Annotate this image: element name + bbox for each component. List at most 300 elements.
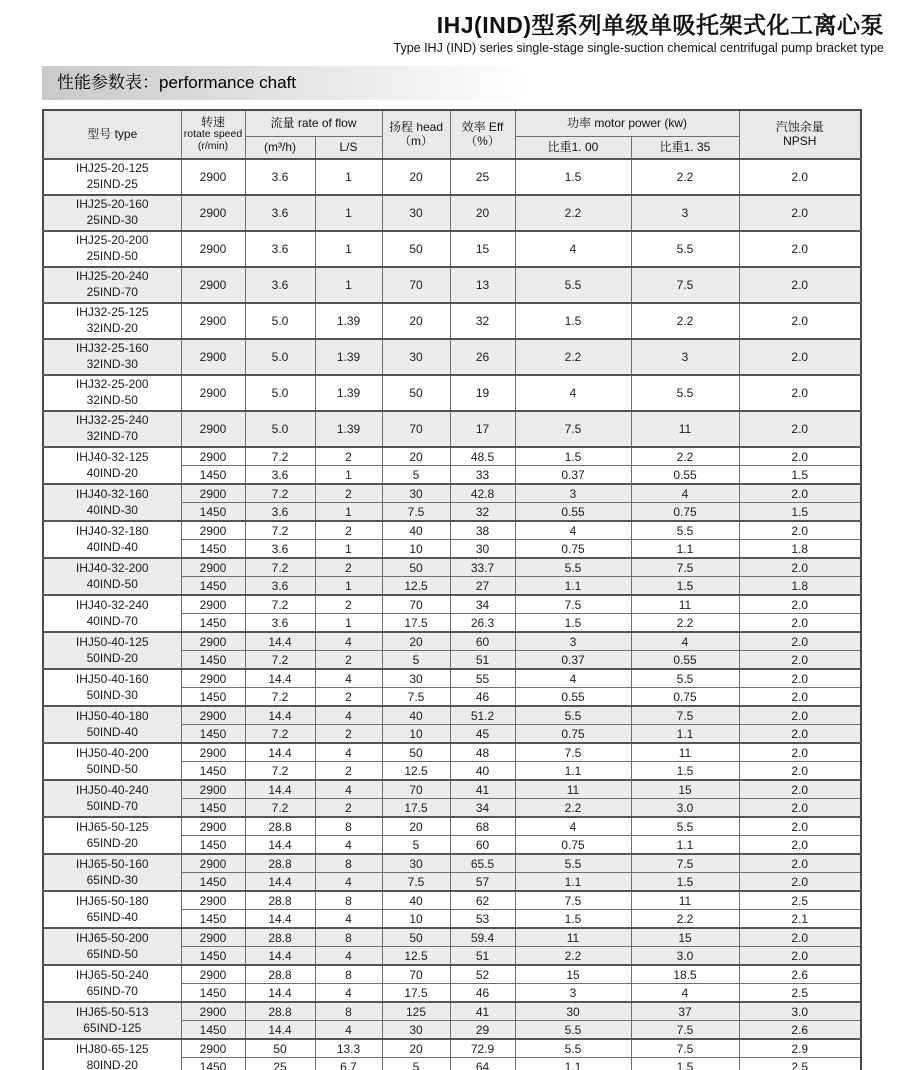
cell-p135: 3 — [631, 339, 739, 375]
model-line-type: IHJ25-20-240 — [75, 269, 149, 284]
cell-flow_m3h: 50 — [245, 1039, 315, 1058]
cell-p100: 5.5 — [515, 854, 631, 873]
cell-speed: 2900 — [181, 891, 245, 910]
cell-flow_m3h: 7.2 — [245, 595, 315, 614]
table-row — [43, 267, 861, 303]
table-row — [43, 817, 861, 836]
cell-flow_ls: 8 — [315, 1002, 382, 1021]
cell-speed: 1450 — [181, 799, 245, 818]
cell-npsh: 2.5 — [739, 984, 861, 1003]
cell-npsh: 2.0 — [739, 411, 861, 447]
col-header-flow-m3h: (m³/h) — [245, 137, 315, 160]
cell-p100: 5.5 — [515, 706, 631, 725]
cell-flow_ls: 8 — [315, 817, 382, 836]
cell-npsh: 2.0 — [739, 669, 861, 688]
col-header-eff — [450, 110, 515, 159]
cell-p100: 4 — [515, 231, 631, 267]
cell-eff: 51 — [450, 947, 515, 966]
speed-header-line-unit: (r/min) — [197, 140, 229, 153]
cell-speed: 1450 — [181, 762, 245, 781]
cell-flow_ls: 2 — [315, 595, 382, 614]
model-line-type: IHJ25-20-160 — [75, 197, 149, 212]
cell-flow_m3h: 7.2 — [245, 688, 315, 707]
cell-flow_m3h: 14.4 — [245, 743, 315, 762]
cell-p100: 0.55 — [515, 688, 631, 707]
model-cell — [43, 965, 181, 1002]
table-row — [43, 558, 861, 577]
table-row — [43, 447, 861, 466]
cell-p135: 3.0 — [631, 799, 739, 818]
cell-npsh: 1.5 — [739, 466, 861, 485]
cell-p135: 37 — [631, 1002, 739, 1021]
model-line-type: IHJ50-40-240 — [75, 782, 149, 797]
eff-header-unit: （%） — [465, 133, 500, 148]
model-line-type: IHJ32-25-200 — [75, 377, 149, 392]
cell-eff: 65.5 — [450, 854, 515, 873]
col-header-npsh — [739, 110, 861, 159]
cell-flow_m3h: 3.6 — [245, 159, 315, 195]
cell-npsh: 2.0 — [739, 375, 861, 411]
cell-head: 10 — [382, 725, 450, 744]
section-label: 性能参数表：performance chaft — [42, 66, 534, 100]
col-header-flow-ls: L/S — [315, 137, 382, 160]
cell-eff: 55 — [450, 669, 515, 688]
table-row — [43, 669, 861, 688]
cell-p135: 1.1 — [631, 725, 739, 744]
cell-flow_ls: 6.7 — [315, 1058, 382, 1070]
model-cell — [43, 817, 181, 854]
cell-flow_m3h: 28.8 — [245, 965, 315, 984]
cell-speed: 1450 — [181, 1021, 245, 1040]
cell-npsh: 2.0 — [739, 947, 861, 966]
cell-eff: 41 — [450, 1002, 515, 1021]
cell-speed: 1450 — [181, 725, 245, 744]
cell-flow_m3h: 5.0 — [245, 411, 315, 447]
cell-speed: 1450 — [181, 503, 245, 522]
cell-flow_ls: 4 — [315, 632, 382, 651]
cell-npsh: 2.0 — [739, 195, 861, 231]
cell-head: 70 — [382, 267, 450, 303]
cell-npsh: 2.0 — [739, 817, 861, 836]
cell-flow_ls: 4 — [315, 743, 382, 762]
cell-p135: 1.1 — [631, 836, 739, 855]
model-line-type: IHJ32-25-125 — [75, 305, 149, 320]
cell-p100: 3 — [515, 484, 631, 503]
model-cell — [43, 1039, 181, 1070]
cell-npsh: 2.0 — [739, 762, 861, 781]
cell-flow_m3h: 14.4 — [245, 1021, 315, 1040]
model-line-type: IHJ25-20-200 — [75, 233, 149, 248]
cell-npsh: 2.0 — [739, 447, 861, 466]
model-cell — [43, 303, 181, 339]
cell-speed: 1450 — [181, 984, 245, 1003]
cell-npsh: 2.0 — [739, 780, 861, 799]
cell-npsh: 2.9 — [739, 1039, 861, 1058]
cell-p100: 4 — [515, 521, 631, 540]
cell-p135: 4 — [631, 984, 739, 1003]
cell-flow_ls: 2 — [315, 558, 382, 577]
cell-flow_ls: 1.39 — [315, 339, 382, 375]
cell-flow_ls: 2 — [315, 651, 382, 670]
table-row — [43, 743, 861, 762]
cell-flow_ls: 2 — [315, 484, 382, 503]
cell-flow_ls: 2 — [315, 762, 382, 781]
cell-p100: 4 — [515, 375, 631, 411]
cell-eff: 13 — [450, 267, 515, 303]
table-row — [43, 303, 861, 339]
model-cell — [43, 195, 181, 231]
cell-p100: 1.5 — [515, 303, 631, 339]
cell-npsh: 2.0 — [739, 303, 861, 339]
model-line-alt: 50IND-50 — [86, 761, 138, 776]
model-line-alt: 40IND-40 — [86, 539, 138, 554]
cell-npsh: 2.0 — [739, 614, 861, 633]
cell-p100: 1.5 — [515, 910, 631, 929]
cell-flow_ls: 1.39 — [315, 303, 382, 339]
cell-eff: 40 — [450, 762, 515, 781]
cell-npsh: 2.1 — [739, 910, 861, 929]
cell-p135: 2.2 — [631, 614, 739, 633]
cell-p135: 5.5 — [631, 669, 739, 688]
cell-p135: 15 — [631, 780, 739, 799]
cell-flow_ls: 1 — [315, 540, 382, 559]
col-header-power-group: 功率 motor power (kw) — [515, 110, 739, 137]
model-line-alt: 32IND-30 — [86, 357, 138, 371]
cell-head: 20 — [382, 159, 450, 195]
cell-flow_ls: 8 — [315, 891, 382, 910]
cell-npsh: 2.0 — [739, 595, 861, 614]
model-line-alt: 40IND-70 — [86, 613, 138, 628]
cell-head: 5 — [382, 466, 450, 485]
cell-flow_ls: 1 — [315, 267, 382, 303]
model-cell — [43, 780, 181, 817]
cell-eff: 34 — [450, 595, 515, 614]
cell-eff: 20 — [450, 195, 515, 231]
cell-eff: 46 — [450, 984, 515, 1003]
cell-eff: 52 — [450, 965, 515, 984]
cell-head: 40 — [382, 521, 450, 540]
cell-flow_ls: 4 — [315, 910, 382, 929]
cell-npsh: 2.0 — [739, 836, 861, 855]
table-body — [43, 159, 861, 1070]
cell-eff: 51 — [450, 651, 515, 670]
model-line-type: IHJ50-40-200 — [75, 745, 149, 760]
cell-p135: 11 — [631, 891, 739, 910]
model-line-type: IHJ50-40-125 — [75, 634, 149, 649]
cell-p135: 0.75 — [631, 503, 739, 522]
cell-p135: 7.5 — [631, 267, 739, 303]
model-line-alt: 25IND-50 — [86, 249, 138, 263]
cell-p100: 1.1 — [515, 1058, 631, 1070]
cell-npsh: 2.0 — [739, 688, 861, 707]
cell-npsh: 2.6 — [739, 1021, 861, 1040]
cell-head: 30 — [382, 339, 450, 375]
cell-head: 125 — [382, 1002, 450, 1021]
model-cell — [43, 928, 181, 965]
cell-p100: 4 — [515, 669, 631, 688]
cell-npsh: 2.0 — [739, 873, 861, 892]
cell-flow_m3h: 28.8 — [245, 817, 315, 836]
table-row — [43, 1002, 861, 1021]
cell-p100: 5.5 — [515, 558, 631, 577]
cell-p100: 11 — [515, 928, 631, 947]
cell-eff: 30 — [450, 540, 515, 559]
cell-eff: 38 — [450, 521, 515, 540]
cell-p135: 3.0 — [631, 947, 739, 966]
cell-p135: 2.2 — [631, 447, 739, 466]
cell-p100: 0.75 — [515, 836, 631, 855]
cell-p135: 7.5 — [631, 854, 739, 873]
cell-p135: 2.2 — [631, 303, 739, 339]
cell-p135: 1.5 — [631, 762, 739, 781]
model-line-alt: 50IND-20 — [86, 650, 138, 665]
table-header — [43, 110, 861, 159]
cell-eff: 62 — [450, 891, 515, 910]
cell-p135: 5.5 — [631, 375, 739, 411]
cell-flow_ls: 1 — [315, 159, 382, 195]
cell-p100: 5.5 — [515, 1021, 631, 1040]
cell-p100: 5.5 — [515, 1039, 631, 1058]
cell-npsh: 2.0 — [739, 928, 861, 947]
table-row — [43, 706, 861, 725]
cell-flow_ls: 4 — [315, 1021, 382, 1040]
cell-flow_ls: 8 — [315, 854, 382, 873]
cell-speed: 2900 — [181, 267, 245, 303]
cell-flow_ls: 4 — [315, 780, 382, 799]
table-row — [43, 928, 861, 947]
cell-p135: 7.5 — [631, 706, 739, 725]
model-line-type: IHJ65-50-160 — [75, 856, 149, 871]
cell-speed: 2900 — [181, 521, 245, 540]
cell-speed: 2900 — [181, 706, 245, 725]
model-line-alt: 65IND-30 — [86, 872, 138, 887]
cell-npsh: 2.0 — [739, 725, 861, 744]
cell-p100: 2.2 — [515, 947, 631, 966]
cell-speed: 1450 — [181, 910, 245, 929]
cell-p100: 0.37 — [515, 466, 631, 485]
cell-speed: 2900 — [181, 632, 245, 651]
page-title: IHJ(IND)型系列单级单吸托架式化工离心泵 — [436, 12, 884, 38]
cell-eff: 33 — [450, 466, 515, 485]
cell-flow_m3h: 3.6 — [245, 577, 315, 596]
cell-speed: 2900 — [181, 558, 245, 577]
cell-p135: 7.5 — [631, 1039, 739, 1058]
cell-p100: 1.1 — [515, 577, 631, 596]
model-cell — [43, 159, 181, 195]
cell-speed: 1450 — [181, 873, 245, 892]
cell-p135: 11 — [631, 411, 739, 447]
cell-flow_ls: 8 — [315, 928, 382, 947]
cell-flow_m3h: 14.4 — [245, 910, 315, 929]
cell-speed: 1450 — [181, 466, 245, 485]
cell-head: 7.5 — [382, 688, 450, 707]
cell-eff: 17 — [450, 411, 515, 447]
model-line-type: IHJ65-50-180 — [75, 893, 149, 908]
cell-npsh: 2.0 — [739, 558, 861, 577]
cell-flow_m3h: 14.4 — [245, 706, 315, 725]
model-cell — [43, 1002, 181, 1039]
eff-header-line: 效率 Eff — [461, 120, 504, 135]
cell-p100: 1.1 — [515, 762, 631, 781]
cell-p100: 1.5 — [515, 447, 631, 466]
cell-eff: 53 — [450, 910, 515, 929]
model-line-type: IHJ25-20-125 — [75, 161, 149, 176]
cell-flow_m3h: 14.4 — [245, 984, 315, 1003]
cell-head: 50 — [382, 558, 450, 577]
cell-flow_m3h: 14.4 — [245, 836, 315, 855]
cell-eff: 48.5 — [450, 447, 515, 466]
cell-speed: 1450 — [181, 614, 245, 633]
cell-p100: 15 — [515, 965, 631, 984]
model-cell — [43, 447, 181, 484]
cell-flow_ls: 4 — [315, 836, 382, 855]
head-header-line: 扬程 head — [388, 120, 444, 135]
cell-flow_ls: 1 — [315, 503, 382, 522]
cell-flow_ls: 4 — [315, 669, 382, 688]
cell-flow_m3h: 28.8 — [245, 1002, 315, 1021]
cell-eff: 68 — [450, 817, 515, 836]
cell-p135: 1.5 — [631, 873, 739, 892]
cell-head: 70 — [382, 411, 450, 447]
cell-head: 20 — [382, 632, 450, 651]
cell-p135: 1.5 — [631, 577, 739, 596]
cell-speed: 2900 — [181, 1039, 245, 1058]
cell-flow_ls: 1 — [315, 466, 382, 485]
model-cell — [43, 484, 181, 521]
cell-head: 30 — [382, 669, 450, 688]
model-line-alt: 40IND-30 — [86, 502, 138, 517]
cell-speed: 1450 — [181, 836, 245, 855]
cell-flow_ls: 2 — [315, 799, 382, 818]
model-line-alt: 50IND-70 — [86, 798, 138, 813]
cell-eff: 60 — [450, 836, 515, 855]
cell-npsh: 1.8 — [739, 577, 861, 596]
cell-head: 5 — [382, 836, 450, 855]
cell-p135: 2.2 — [631, 910, 739, 929]
cell-speed: 2900 — [181, 854, 245, 873]
cell-head: 70 — [382, 780, 450, 799]
col-header-head — [382, 110, 450, 159]
cell-p100: 11 — [515, 780, 631, 799]
cell-flow_m3h: 7.2 — [245, 447, 315, 466]
cell-p135: 0.75 — [631, 688, 739, 707]
model-cell — [43, 854, 181, 891]
model-line-alt: 65IND-40 — [86, 909, 138, 924]
cell-head: 10 — [382, 540, 450, 559]
cell-speed: 1450 — [181, 577, 245, 596]
cell-npsh: 2.6 — [739, 965, 861, 984]
table-row — [43, 891, 861, 910]
model-cell — [43, 267, 181, 303]
model-line-type: IHJ40-32-125 — [75, 449, 149, 464]
col-header-speed — [181, 110, 245, 159]
cell-npsh: 2.0 — [739, 267, 861, 303]
cell-eff: 48 — [450, 743, 515, 762]
cell-speed: 2900 — [181, 817, 245, 836]
model-line-type: IHJ50-40-160 — [75, 671, 149, 686]
model-line-alt: 32IND-70 — [86, 429, 138, 443]
table-row — [43, 632, 861, 651]
cell-head: 7.5 — [382, 873, 450, 892]
cell-npsh: 1.8 — [739, 540, 861, 559]
cell-npsh: 2.0 — [739, 521, 861, 540]
cell-flow_m3h: 7.2 — [245, 651, 315, 670]
cell-eff: 26 — [450, 339, 515, 375]
cell-eff: 15 — [450, 231, 515, 267]
cell-p135: 3 — [631, 195, 739, 231]
cell-head: 20 — [382, 1039, 450, 1058]
cell-flow_m3h: 14.4 — [245, 669, 315, 688]
cell-flow_m3h: 28.8 — [245, 854, 315, 873]
cell-speed: 1450 — [181, 688, 245, 707]
cell-p135: 0.55 — [631, 651, 739, 670]
model-cell — [43, 558, 181, 595]
model-cell — [43, 669, 181, 706]
model-line-alt: 50IND-40 — [86, 724, 138, 739]
cell-head: 20 — [382, 817, 450, 836]
cell-npsh: 2.0 — [739, 339, 861, 375]
cell-p100: 0.55 — [515, 503, 631, 522]
model-line-alt: 25IND-30 — [86, 213, 138, 227]
cell-p100: 7.5 — [515, 743, 631, 762]
cell-p100: 0.75 — [515, 725, 631, 744]
model-cell — [43, 743, 181, 780]
model-cell — [43, 411, 181, 447]
cell-flow_ls: 2 — [315, 725, 382, 744]
cell-head: 30 — [382, 1021, 450, 1040]
col-header-power-sg100: 比重1. 00 — [515, 137, 631, 160]
cell-head: 30 — [382, 854, 450, 873]
cell-speed: 2900 — [181, 669, 245, 688]
cell-eff: 59.4 — [450, 928, 515, 947]
cell-flow_m3h: 14.4 — [245, 873, 315, 892]
model-cell — [43, 231, 181, 267]
cell-head: 20 — [382, 303, 450, 339]
cell-eff: 32 — [450, 503, 515, 522]
cell-flow_m3h: 3.6 — [245, 540, 315, 559]
table-row — [43, 780, 861, 799]
cell-npsh: 2.5 — [739, 1058, 861, 1070]
cell-flow_ls: 4 — [315, 706, 382, 725]
cell-flow_ls: 1 — [315, 231, 382, 267]
cell-npsh: 1.5 — [739, 503, 861, 522]
cell-p100: 2.2 — [515, 339, 631, 375]
cell-flow_ls: 8 — [315, 965, 382, 984]
table-row — [43, 484, 861, 503]
cell-p100: 1.5 — [515, 159, 631, 195]
cell-p135: 5.5 — [631, 521, 739, 540]
cell-head: 17.5 — [382, 984, 450, 1003]
model-line-alt: 80IND-20 — [86, 1057, 138, 1070]
cell-p100: 0.75 — [515, 540, 631, 559]
cell-speed: 2900 — [181, 1002, 245, 1021]
col-header-model: 型号 type — [43, 110, 181, 159]
cell-npsh: 2.0 — [739, 632, 861, 651]
cell-p100: 7.5 — [515, 595, 631, 614]
cell-speed: 2900 — [181, 780, 245, 799]
col-header-power-sg135: 比重1. 35 — [631, 137, 739, 160]
cell-speed: 2900 — [181, 231, 245, 267]
cell-head: 7.5 — [382, 503, 450, 522]
table-row — [43, 231, 861, 267]
cell-npsh: 2.0 — [739, 854, 861, 873]
cell-npsh: 2.0 — [739, 651, 861, 670]
model-line-alt: 65IND-125 — [83, 1020, 142, 1035]
model-line-type: IHJ40-32-240 — [75, 597, 149, 612]
cell-speed: 1450 — [181, 651, 245, 670]
head-header-unit: （m） — [399, 133, 433, 148]
cell-speed: 2900 — [181, 375, 245, 411]
